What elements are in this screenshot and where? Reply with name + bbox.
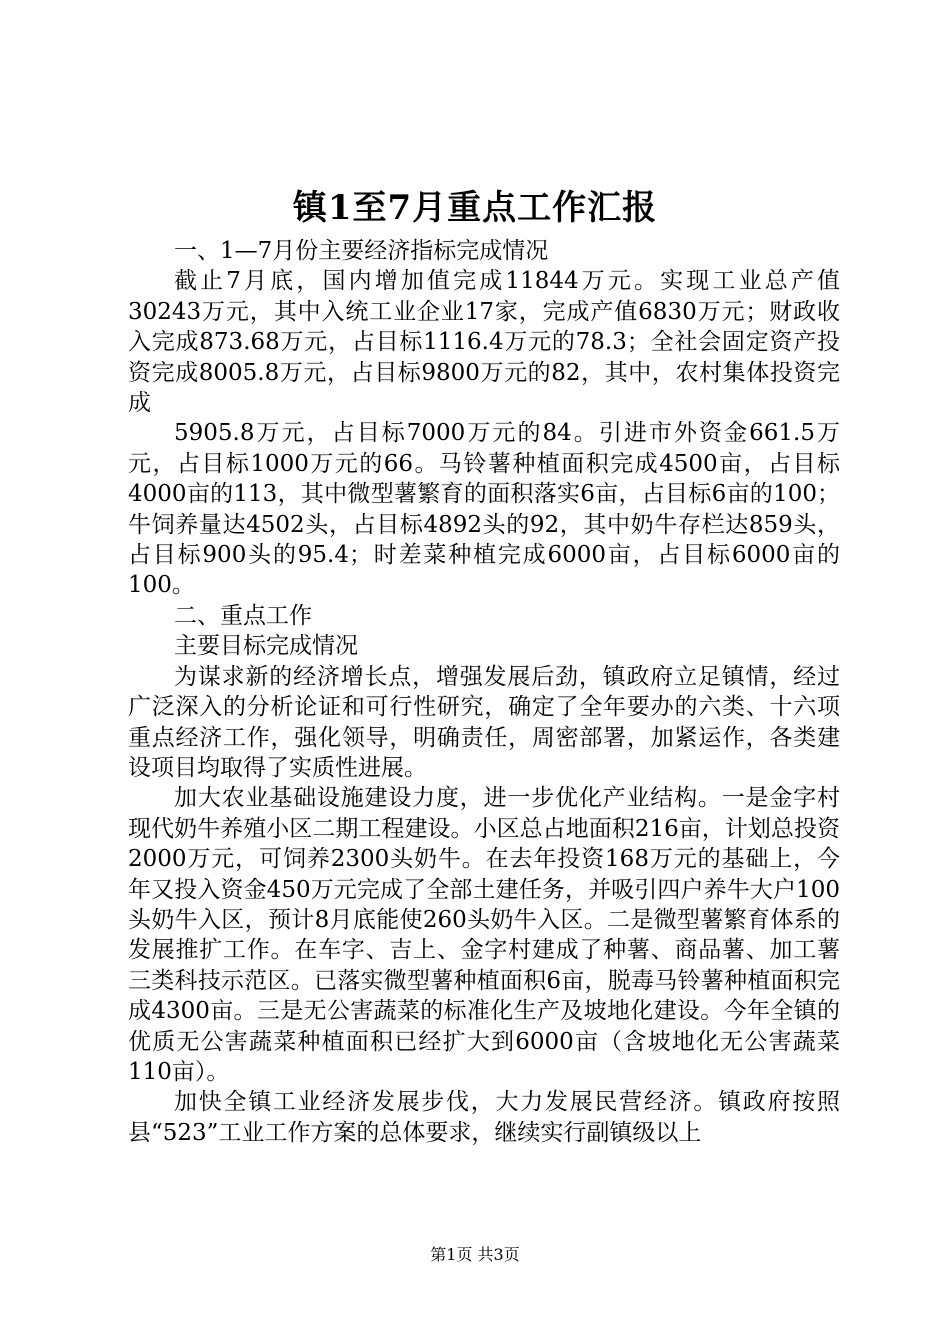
page-number-footer: 第1页 共3页: [430, 1245, 520, 1264]
paragraph-indicators-continued: 5905.8万元，占目标7000万元的84。引进市外资金661.5万元，占目标1000万元的66。马铃薯种植面积完成4500亩，占目标4000亩的113，其中微型薯繁育的面积落实6亩，占目标6亩的100；牛饲养量达4502头，占目标4892头的92，其中奶牛存栏达859头，占目标900头的95.4；时差菜种植完成6000亩，占目标6000亩的100。: [128, 420, 840, 599]
document-title: 镇1至7月重点工作汇报: [292, 188, 658, 228]
section-heading-2: 二、重点工作: [174, 602, 312, 629]
paragraph-industry: 加快全镇工业经济发展步伐，大力发展民营经济。镇政府按照县“523”工业工作方案的总体要求，继续实行副镇级以上: [128, 1089, 840, 1146]
section-heading-1: 一、1—7月份主要经济指标完成情况: [174, 238, 549, 264]
document-body: [128, 236, 840, 1148]
paragraph-agriculture: 加大农业基础设施建设力度，进一步优化产业结构。一是金字村现代奶牛养殖小区二期工程建设。小区总占地面积216亩，计划总投资2000万元，可饲养2300头奶牛。在去年投资168万元的基础上，今年又投入资金450万元完成了全部土建任务，并吸引四户养牛大户100头奶牛入区，预计8月底能使260头奶牛入区。二是微型薯繁育体系的发展推扩工作。在车字、吉上、金字村建成了种薯、商品薯、加工薯三类科技示范区。已落实微型薯种植面积6亩，脱毒马铃薯种植面积完成4300亩。三是无公害蔬菜的标准化生产及坡地化建设。今年全镇的优质无公害蔬菜种植面积已经扩大到6000亩（含坡地化无公害蔬菜110亩）。: [128, 785, 840, 1085]
paragraph-key-projects: 为谋求新的经济增长点，增强发展后劲，镇政府立足镇情，经过广泛深入的分析论证和可行性研究，确定了全年要办的六类、十六项重点经济工作，强化领导，明确责任，周密部署，加紧运作，各类建设项目均取得了实质性进展。: [128, 663, 840, 781]
paragraph-indicators: 截止7月底，国内增加值完成11844万元。实现工业总产值30243万元，其中入统工业企业17家，完成产值6830万元；财政收入完成873.68万元，占目标1116.4万元的78.3；全社会固定资产投资完成8005.8万元，占目标9800万元的82，其中，农村集体投资完成: [128, 268, 840, 417]
subheading-main-goals: 主要目标完成情况: [174, 633, 358, 660]
